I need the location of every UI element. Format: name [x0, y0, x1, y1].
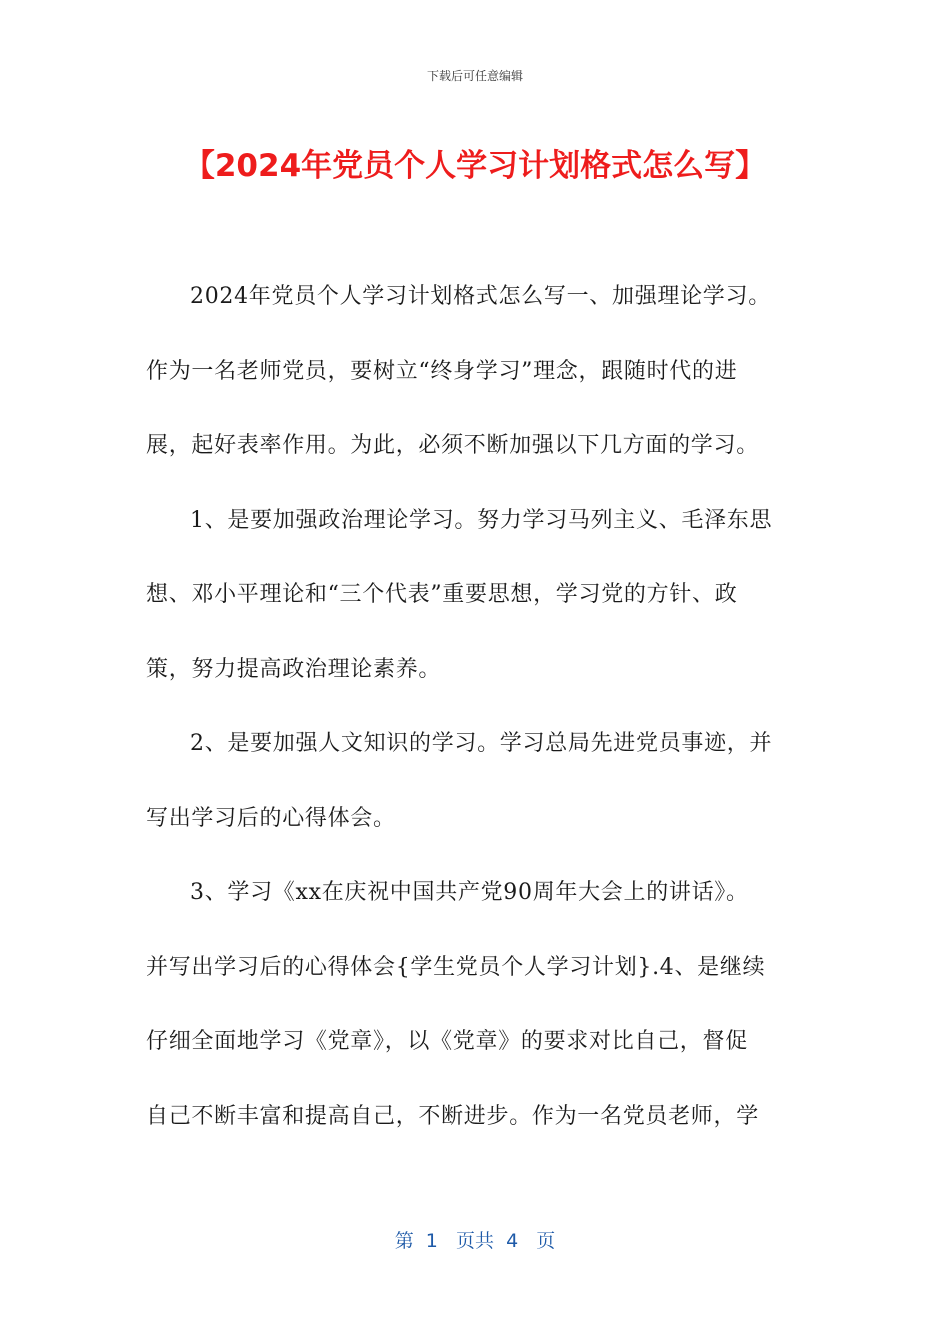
paragraph-line: 写出学习后的心得体会。 — [146, 805, 396, 831]
page-footer: 第 1 页共 4 页 — [394, 1230, 556, 1252]
document-title: 【2024年党员个人学习计划格式怎么写】 — [183, 148, 767, 184]
paragraph-line: 并写出学习后的心得体会{学生党员个人学习计划}.4、是继续 — [146, 954, 766, 980]
paragraph-line: 2、是要加强人文知识的学习。学习总局先进党员事迹，并 — [190, 731, 773, 756]
paragraph-line: 仔细全面地学习《党章》，以《党章》的要求对比自己，督促 — [146, 1029, 748, 1054]
paragraph-line: 1、是要加强政治理论学习。努力学习马列主义、毛泽东思 — [190, 507, 773, 533]
paragraph-line: 想、邓小平理论和“三个代表”重要思想，学习党的方针、政 — [146, 582, 738, 607]
paragraph-line: 2024年党员个人学习计划格式怎么写一、加强理论学习。 — [190, 284, 771, 309]
header-note: 下载后可任意编辑 — [426, 69, 523, 83]
document-body — [146, 272, 806, 1166]
paragraph-line: 自己不断丰富和提高自己，不断进步。作为一名党员老师，学 — [146, 1103, 759, 1129]
paragraph-line: 3、学习《xx在庆祝中国共产党90周年大会上的讲话》。 — [190, 880, 749, 905]
paragraph-line: 策，努力提高政治理论素养。 — [146, 656, 442, 682]
paragraph-line: 作为一名老师党员，要树立“终身学习”理念，跟随时代的进 — [146, 358, 738, 384]
paragraph-line: 展，起好表率作用。为此，必须不断加强以下几方面的学习。 — [146, 433, 759, 458]
